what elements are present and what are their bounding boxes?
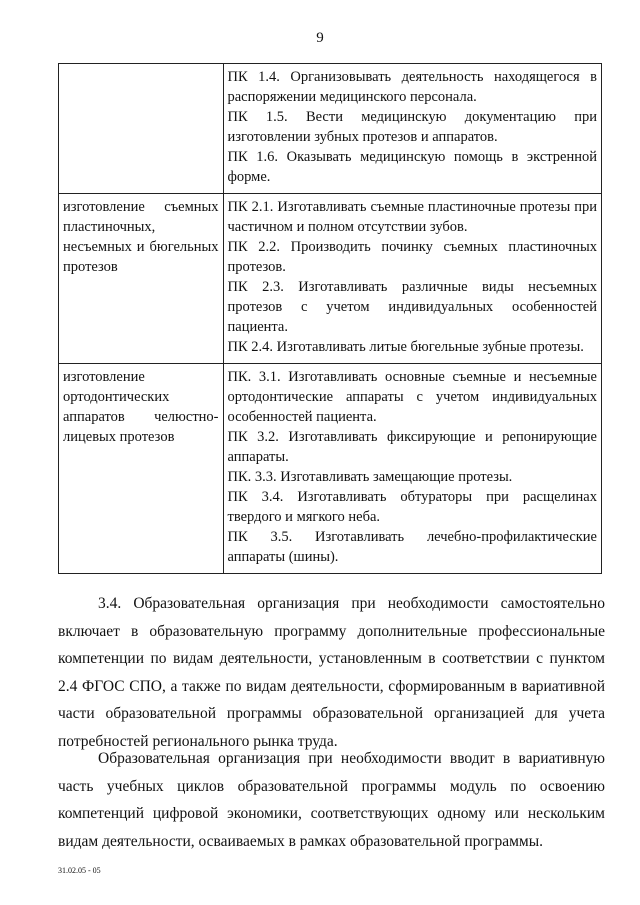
competency-item: ПК 1.6. Оказывать медицинскую помощь в экстренной форме. [227, 149, 597, 185]
competency-item: ПК. 3.1. Изготавливать основные съемные и несъемные ортодонтические аппараты с учетом индивидуальных особенностей пациента. [227, 369, 597, 425]
table-row [59, 194, 602, 364]
competency-item: ПК 3.4. Изготавливать обтураторы при расщелинах твердого и мягкого неба. [227, 489, 597, 525]
competency-item: ПК 1.4. Организовывать деятельность находящегося в распоряжении медицинского персонала. [227, 69, 597, 105]
competency-item: ПК 2.2. Производить починку съемных пластиночных протезов. [227, 239, 597, 275]
table-row [59, 64, 602, 194]
competency-item: ПК 2.3. Изготавливать различные виды несъемных протезов с учетом индивидуальных особенностей пациента. [227, 279, 597, 335]
competency-item: ПК 1.5. Вести медицинскую документацию при изготовлении зубных протезов и аппаратов. [227, 109, 597, 145]
competencies-cell [223, 194, 602, 364]
activity-cell: изготовление съемных пластиночных, несъемных и бюгельных протезов [59, 194, 224, 364]
competency-item: ПК 2.1. Изготавливать съемные пластиночные протезы при частичном и полном отсутствии зубов. [227, 199, 597, 235]
activity-cell [59, 64, 224, 194]
activity-cell: изготовление ортодонтических аппаратов челюстно-лицевых протезов [59, 364, 224, 574]
page-number: 9 [316, 30, 324, 46]
footer-code: 31.02.05 - 05 [58, 866, 101, 875]
table-row [59, 364, 602, 574]
competencies-cell [223, 64, 602, 194]
body-paragraph: 3.4. Образовательная организация при необходимости самостоятельно включает в образовательную программу дополнительные профессиональные компетенции по видам деятельности, установленным в соответствии с пунктом 2.4 ФГОС СПО, а также по видам деятельности, сформированным в вариативной части образовательной программы образовательной организацией для учета потребностей регионального рынка труда. [58, 595, 605, 750]
competency-item: ПК. 3.3. Изготавливать замещающие протезы. [227, 469, 513, 485]
competency-item: ПК 3.5. Изготавливать лечебно-профилактические аппараты (шины). [227, 529, 597, 565]
competency-item: ПК 2.4. Изготавливать литые бюгельные зубные протезы. [227, 339, 584, 355]
competency-table [58, 63, 602, 574]
body-paragraph: Образовательная организация при необходимости вводит в вариативную часть учебных циклов образовательной программы модуль по освоению компетенций цифровой экономики, соответствующих одному или нескольким видам деятельности, осваиваемых в рамках образовательной программы. [58, 750, 605, 850]
competency-item: ПК 3.2. Изготавливать фиксирующие и репонирующие аппараты. [227, 429, 597, 465]
competencies-cell [223, 364, 602, 574]
